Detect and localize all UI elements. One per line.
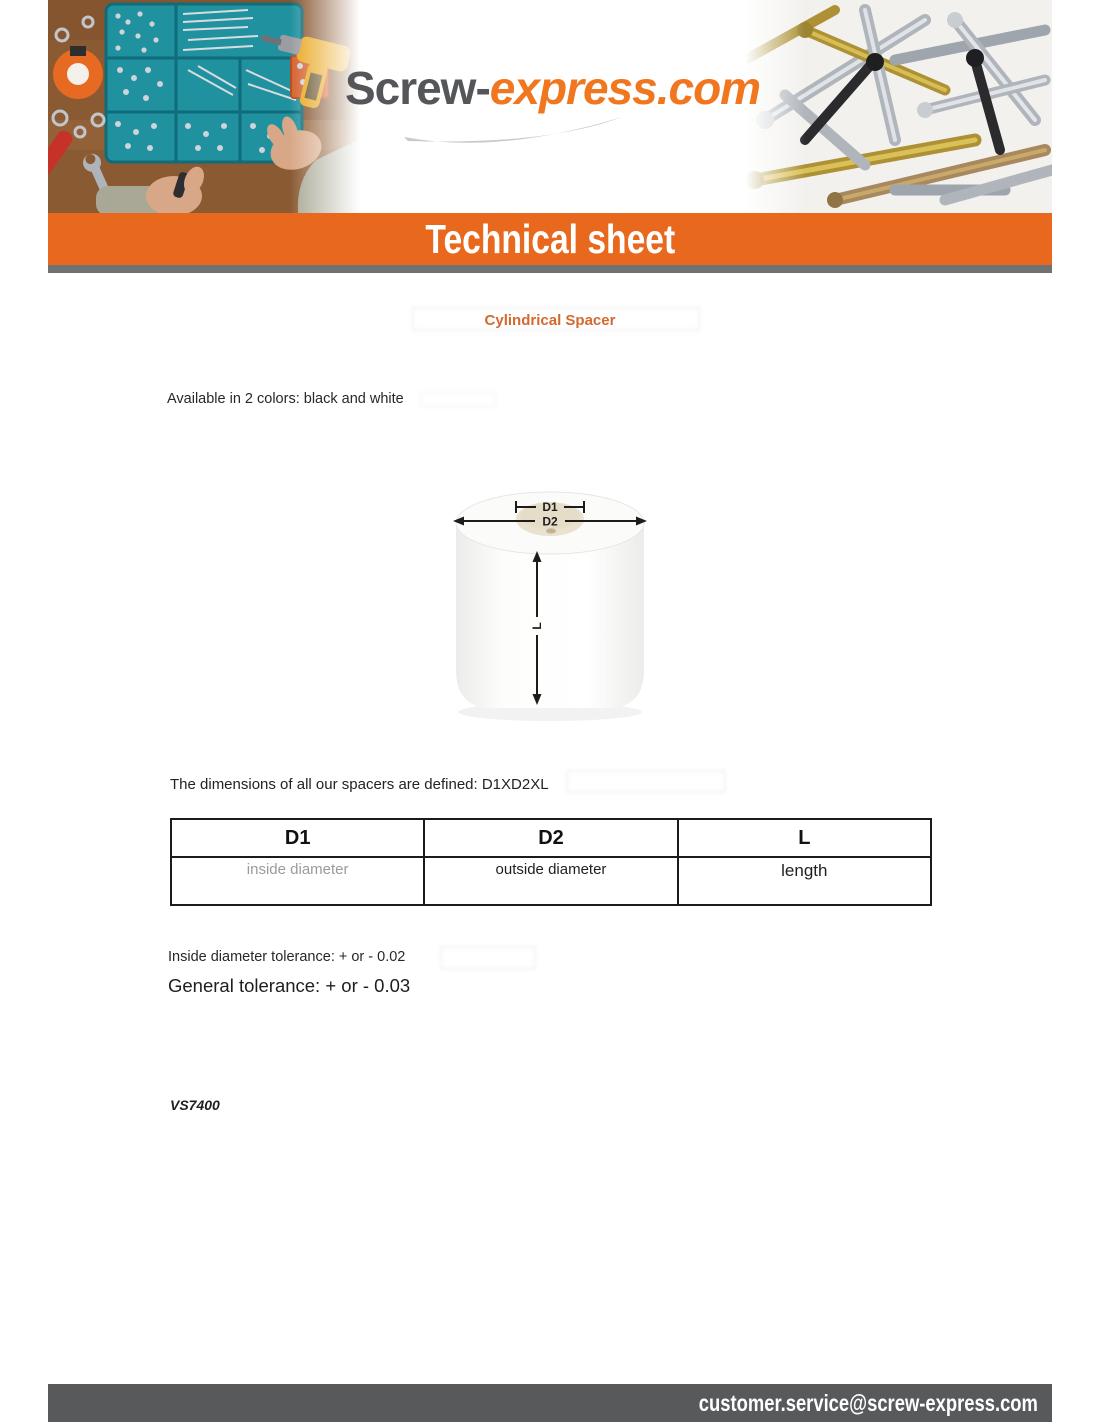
customer-service-email[interactable]: customer.service@screw-express.com	[698, 1389, 1038, 1416]
logo-text	[344, 61, 761, 114]
product-name: Cylindrical Spacer	[484, 312, 616, 329]
column-header-d2: D2	[424, 819, 677, 857]
footer-bar	[48, 1384, 1052, 1422]
logo-text-screw: Screw-	[344, 61, 490, 114]
d1-label: D1	[542, 500, 558, 514]
workbench-photo	[48, 0, 360, 213]
spacer-diagram	[450, 478, 650, 728]
inside-diameter-tolerance: Inside diameter tolerance: + or - 0.02	[168, 949, 406, 965]
cell-length: length	[678, 857, 931, 905]
column-header-d1: D1	[171, 819, 424, 857]
cell-outside-diameter: outside diameter	[424, 857, 677, 905]
page-title: Technical sheet	[425, 215, 675, 262]
banner-divider	[48, 265, 1052, 273]
product-reference-code: VS7400	[170, 1097, 220, 1113]
title-banner	[48, 213, 1052, 265]
l-label: L	[530, 622, 544, 630]
column-header-l: L	[678, 819, 931, 857]
dimensions-intro: The dimensions of all our spacers are defined: D1XD2XL	[170, 776, 549, 793]
dimensions-table	[170, 818, 932, 906]
cell-inside-diameter: inside diameter	[171, 857, 424, 905]
dimensions-table-label-row	[171, 857, 931, 905]
logo-swoosh	[398, 113, 628, 149]
general-tolerance: General tolerance: + or - 0.03	[168, 975, 411, 996]
scan-artifact	[566, 770, 726, 793]
logo	[344, 0, 761, 213]
availability-note: Available in 2 colors: black and white	[167, 391, 404, 407]
dimensions-table-header-row	[171, 819, 931, 857]
d2-label: D2	[542, 514, 558, 529]
logo-text-express: express.com	[489, 61, 761, 114]
scan-artifact	[420, 392, 496, 407]
scan-artifact	[440, 946, 536, 970]
spacer-hole-speck	[546, 529, 556, 534]
screws-pile-photo	[745, 0, 1052, 213]
